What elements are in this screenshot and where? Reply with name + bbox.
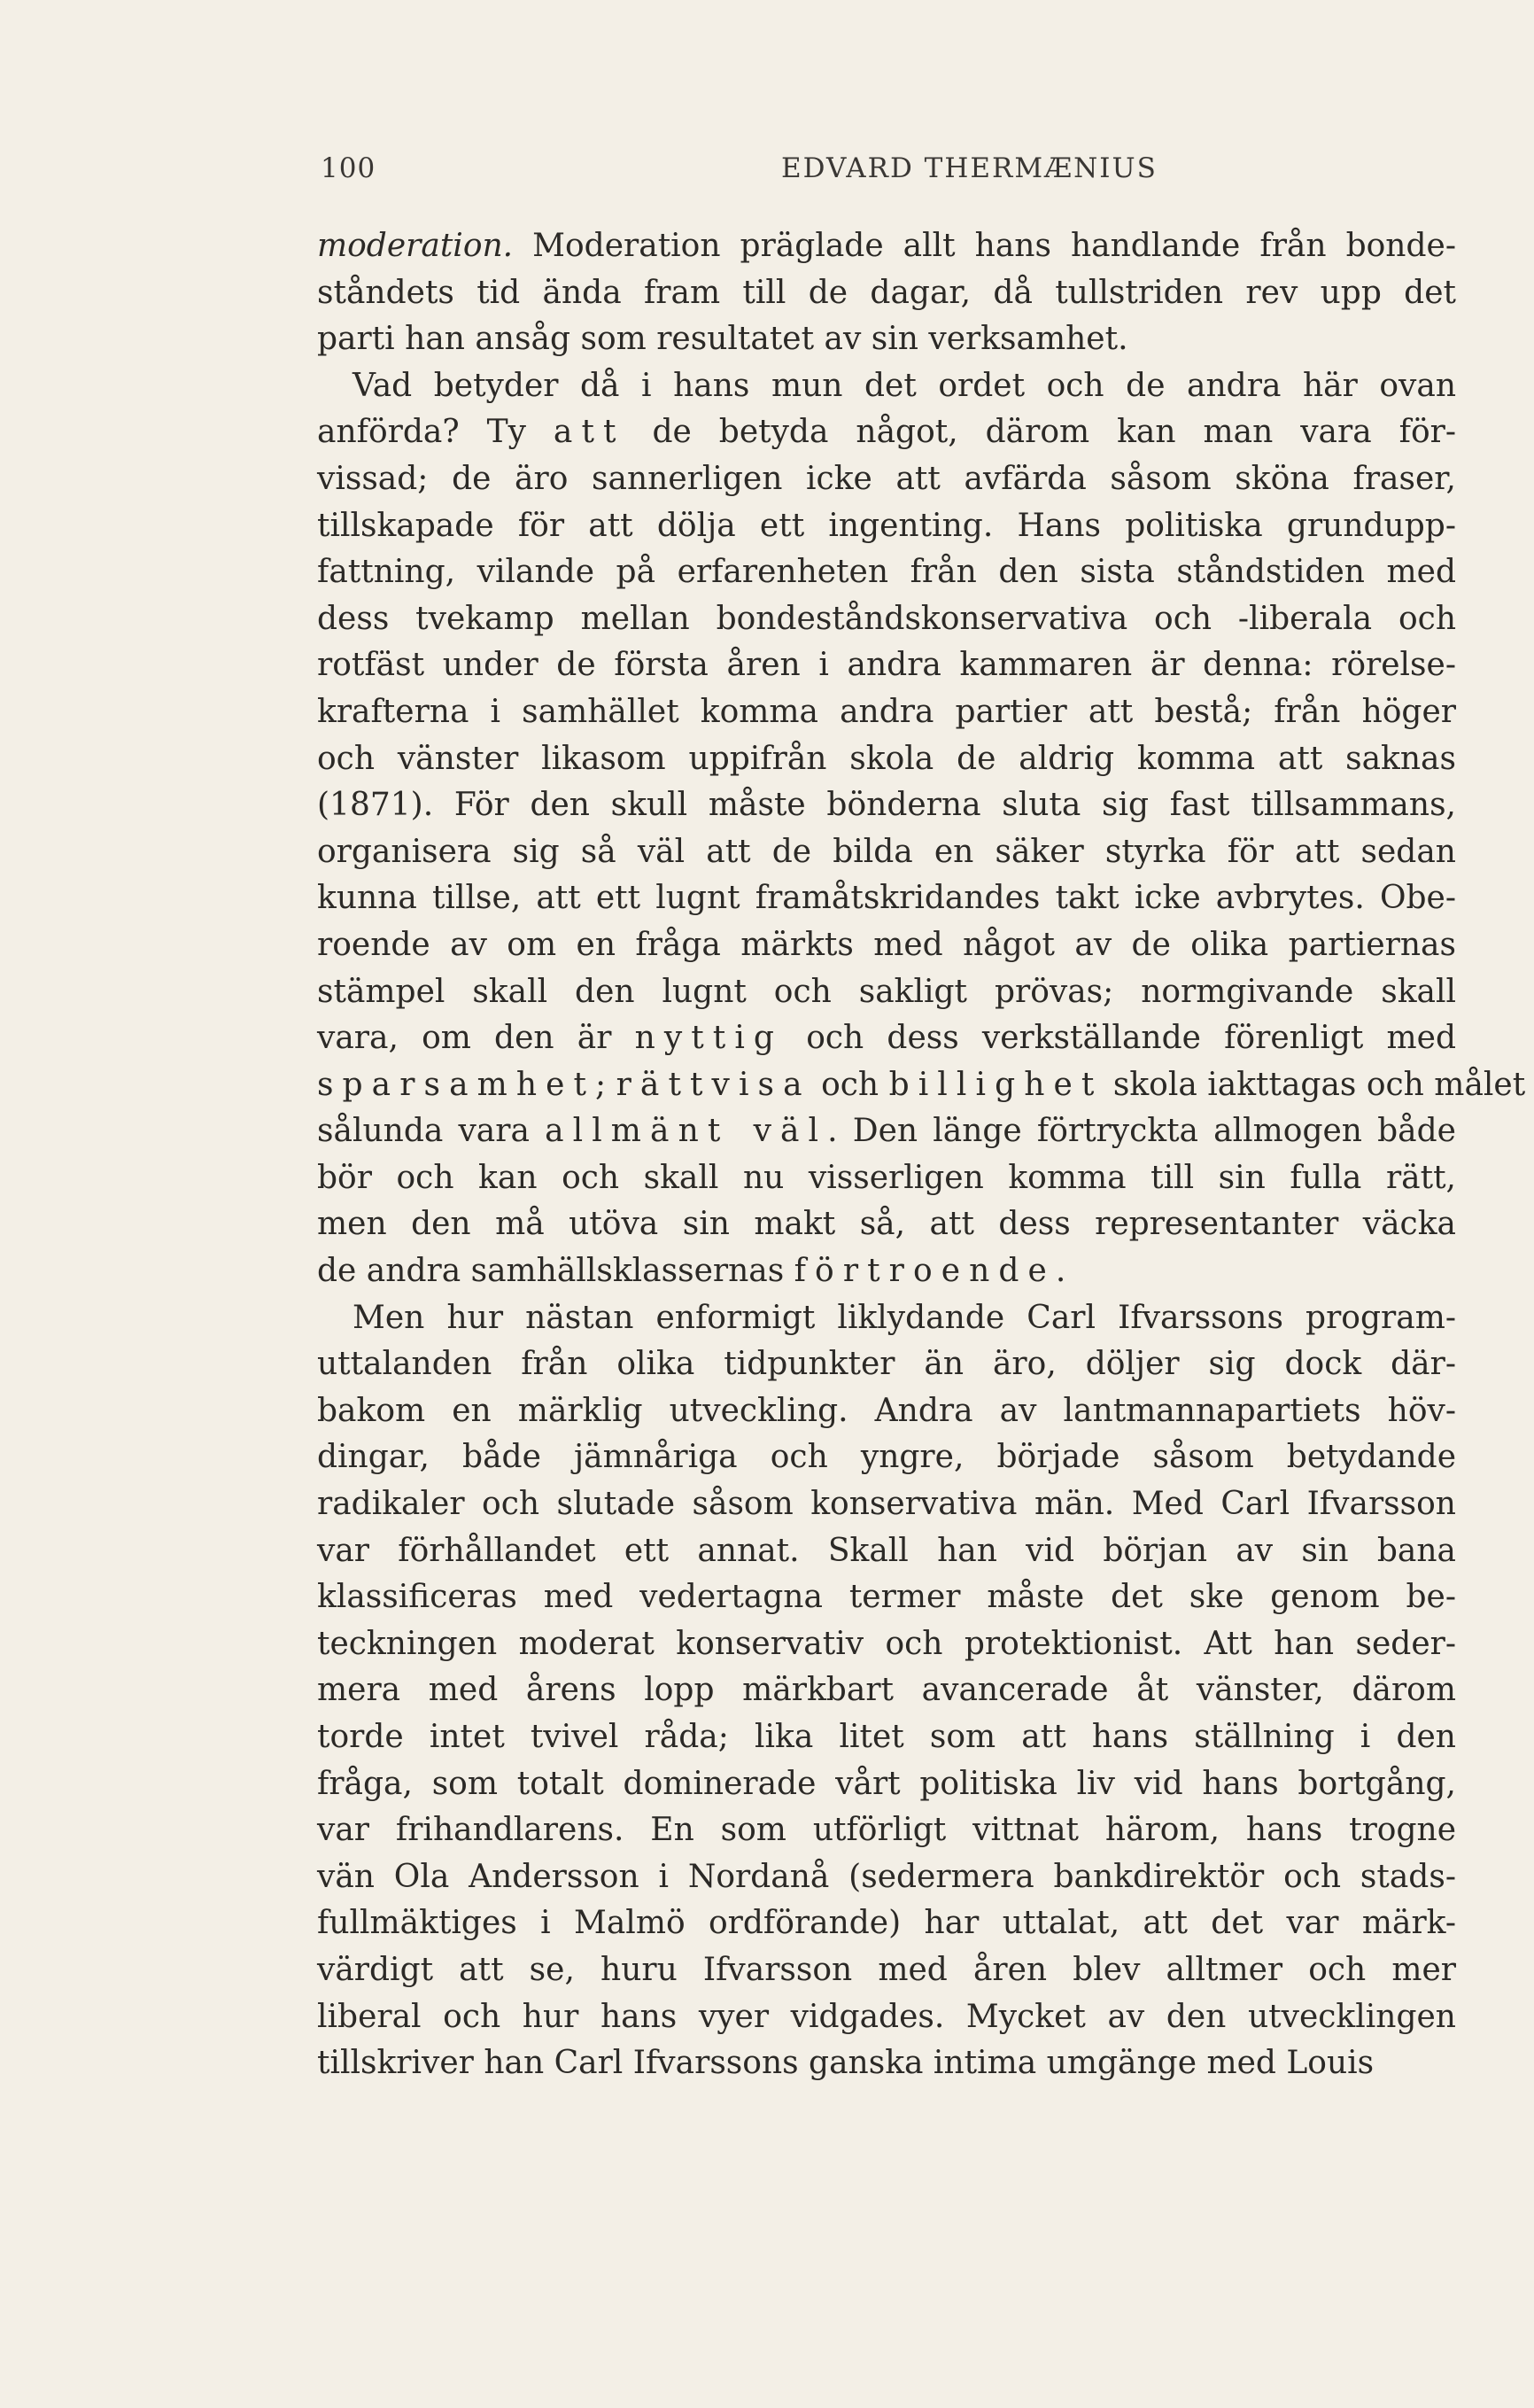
text-line (317, 1528, 1456, 1575)
text-line (317, 689, 1456, 736)
text-run: rotfäst under de första åren i andra kammaren är denna: rörelse- (317, 647, 1456, 684)
text-run: vissad; de äro sannerligen icke att avfärda såsom sköna fraser, (317, 460, 1456, 497)
text-run: bakom en märklig utveckling. Andra av lantmannapartiets höv- (317, 1392, 1456, 1429)
text-line (317, 1994, 1456, 2041)
text-line (317, 1248, 1456, 1295)
text-line (317, 549, 1456, 596)
spaced-emphasis: förtroende (794, 1253, 1056, 1290)
text-run: och dess verkställande förenligt med (783, 1020, 1456, 1057)
text-line (317, 1388, 1456, 1435)
text-run: . (1055, 1253, 1066, 1290)
text-run: teckningen moderat konservativ och protektionist. Att han seder- (317, 1625, 1456, 1662)
body-text (317, 223, 1526, 2087)
text-line (317, 1201, 1456, 1248)
text-line (317, 1900, 1456, 1947)
text-line (317, 1108, 1456, 1155)
page-header (0, 152, 1534, 197)
text-run: uttalanden från olika tidpunkter än äro, döljer sig dock där- (317, 1346, 1456, 1383)
text-line (317, 829, 1456, 876)
text-run: organisera sig så väl att de bilda en säker styrka för att sedan (317, 833, 1456, 870)
text-line (317, 1341, 1456, 1388)
text-line (317, 1015, 1456, 1062)
text-run: parti han ansåg som resultatet av sin verksamhet. (317, 321, 1128, 358)
spaced-emphasis: nyttig (634, 1020, 784, 1057)
text-line (317, 596, 1456, 643)
text-run: radikaler och slutade såsom konservativa män. Med Carl Ifvarsson (317, 1486, 1456, 1523)
text-run: mera med årens lopp märkbart avancerade åt vänster, därom (317, 1672, 1456, 1709)
text-line (317, 1947, 1456, 1994)
text-run: dess tvekamp mellan bondeståndskonservativa och -liberala och (317, 600, 1456, 637)
spaced-emphasis: allmänt väl (545, 1113, 828, 1150)
text-run: var förhållandet ett annat. Skall han vid början av sin bana (317, 1532, 1456, 1569)
text-run: (1871). För den skull måste bönderna sluta sig fast tillsammans, (317, 787, 1456, 824)
text-line (317, 316, 1456, 363)
text-run: anförda? Ty (317, 414, 554, 451)
spaced-emphasis: sparsamhet (317, 1066, 596, 1103)
text-line (317, 969, 1456, 1016)
text-run: var frihandlarens. En som utförligt vittnat härom, hans trogne (317, 1812, 1456, 1849)
running-head: EDVARD THERMÆNIUS (781, 152, 1158, 184)
text-line (317, 875, 1456, 922)
text-line (317, 1481, 1456, 1528)
text-run: vara, om den är (317, 1020, 635, 1057)
text-run: fråga, som totalt dominerade vårt politiska liv vid hans bortgång, (317, 1765, 1456, 1802)
page-number: 100 (321, 152, 376, 184)
text-run: och (810, 1066, 889, 1103)
text-line (317, 1295, 1456, 1342)
spaced-emphasis: att (553, 414, 625, 451)
text-run: ; (595, 1066, 616, 1103)
text-line (317, 1714, 1456, 1761)
text-line (317, 642, 1456, 689)
spaced-emphasis: rättvisa (616, 1066, 811, 1103)
text-run: fullmäktiges i Malmö ordförande) har uttalat, att det var märk- (317, 1905, 1456, 1942)
text-run: tillskriver han Carl Ifvarssons ganska intima umgänge med Louis (317, 2045, 1375, 2082)
text-line (317, 1621, 1456, 1668)
text-line (317, 1062, 1526, 1109)
text-run: de betyda något, därom kan man vara för- (624, 414, 1456, 451)
text-run: klassificeras med vedertagna termer måste det ske genom be- (317, 1579, 1456, 1616)
text-run: fattning, vilande på erfarenheten från den sista ståndstiden med (317, 554, 1456, 591)
italic-text: moderation. (317, 228, 514, 264)
text-run: dingar, både jämnåriga och yngre, började såsom betydande (317, 1439, 1456, 1476)
text-run: de andra samhällsklassernas (317, 1253, 794, 1290)
text-run: vän Ola Andersson i Nordanå (sedermera bankdirektör och stads- (317, 1858, 1456, 1895)
text-run: ståndets tid ända fram till de dagar, då tullstriden rev upp det (317, 274, 1456, 311)
text-line (317, 363, 1456, 410)
text-run: värdigt att se, huru Ifvarsson med åren blev alltmer och mer (317, 1951, 1456, 1988)
text-line (317, 1155, 1456, 1202)
text-run: krafterna i samhället komma andra partier att bestå; från höger (317, 693, 1456, 730)
text-line (317, 2040, 1456, 2087)
text-run: Men hur nästan enformigt liklydande Carl Ifvarssons program- (353, 1299, 1456, 1336)
text-line (317, 223, 1456, 270)
text-line (317, 1807, 1456, 1854)
text-run: stämpel skall den lugnt och sakligt prövas; normgivande skall (317, 973, 1456, 1010)
text-run: bör och kan och skall nu visserligen komma till sin fulla rätt, (317, 1159, 1456, 1196)
text-line (317, 1574, 1456, 1621)
text-run: Vad betyder då i hans mun det ordet och de andra här ovan (353, 367, 1456, 404)
text-line (317, 1434, 1456, 1481)
text-line (317, 456, 1456, 503)
text-run: men den må utöva sin makt så, att dess representanter väcka (317, 1206, 1456, 1243)
text-line (317, 503, 1456, 550)
text-line (317, 409, 1456, 456)
text-line (317, 1667, 1456, 1714)
text-run: kunna tillse, att ett lugnt framåtskridandes takt icke avbrytes. Obe- (317, 880, 1456, 917)
text-run: tillskapade för att dölja ett ingenting. Hans politiska grundupp- (317, 507, 1456, 544)
text-run: Moderation präglade allt hans handlande från bonde- (513, 228, 1456, 264)
text-line (317, 922, 1456, 969)
text-run: roende av om en fråga märkts med något av de olika partiernas (317, 926, 1456, 963)
text-line (317, 1854, 1456, 1901)
text-line (317, 782, 1456, 829)
text-line (317, 1761, 1456, 1808)
text-run: sålunda vara (317, 1113, 546, 1150)
text-line (317, 270, 1456, 317)
text-run: . Den länge förtryckta allmogen både (827, 1113, 1456, 1150)
text-run: och vänster likasom uppifrån skola de aldrig komma att saknas (317, 740, 1456, 777)
text-line (317, 736, 1456, 783)
text-run: skola iakttagas och målet (1103, 1066, 1526, 1103)
spaced-emphasis: billighet (888, 1066, 1104, 1103)
text-run: liberal och hur hans vyer vidgades. Mycket av den utvecklingen (317, 1998, 1456, 2035)
text-run: torde intet tvivel råda; lika litet som att hans ställning i den (317, 1719, 1456, 1755)
